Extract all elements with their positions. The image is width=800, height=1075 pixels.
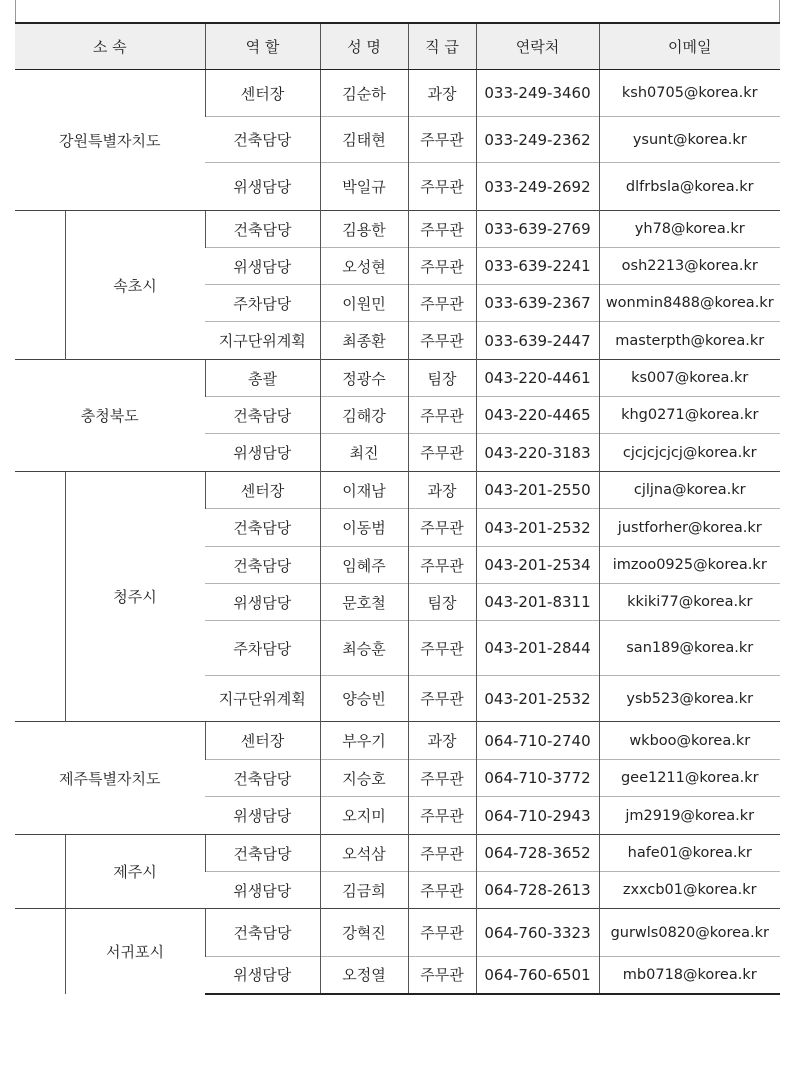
name-cell: 오석삼: [320, 835, 408, 872]
email-cell: ysunt@korea.kr: [599, 117, 780, 163]
rank-cell: 팀장: [408, 584, 476, 621]
phone-cell: 043-220-4461: [476, 360, 599, 397]
rank-cell: 주무관: [408, 797, 476, 835]
table-row: [15, 835, 780, 872]
role-cell: 주차담당: [205, 285, 320, 322]
email-cell: kkiki77@korea.kr: [599, 584, 780, 621]
rank-cell: 주무관: [408, 957, 476, 994]
phone-cell: 064-760-6501: [476, 957, 599, 994]
role-cell: 총괄: [205, 360, 320, 397]
name-cell: 김해강: [320, 397, 408, 434]
name-cell: 이원민: [320, 285, 408, 322]
email-cell: san189@korea.kr: [599, 621, 780, 676]
table-row: [15, 722, 780, 760]
phone-cell: 033-249-2692: [476, 163, 599, 211]
contact-table: [15, 22, 780, 995]
rank-cell: 주무관: [408, 909, 476, 957]
phone-cell: 064-728-3652: [476, 835, 599, 872]
rank-cell: 팀장: [408, 360, 476, 397]
rank-cell: 주무관: [408, 676, 476, 722]
header-name: 성 명: [320, 23, 408, 70]
name-cell: 오지미: [320, 797, 408, 835]
email-cell: gee1211@korea.kr: [599, 760, 780, 797]
rank-cell: 주무관: [408, 117, 476, 163]
email-cell: mb0718@korea.kr: [599, 957, 780, 994]
affiliation-cell: 서귀포시: [65, 909, 205, 994]
affiliation-cell: 강원특별자치도: [15, 70, 205, 211]
rank-cell: 과장: [408, 472, 476, 509]
phone-cell: 043-201-8311: [476, 584, 599, 621]
email-cell: zxxcb01@korea.kr: [599, 872, 780, 909]
rank-cell: 주무관: [408, 547, 476, 584]
header-rank: 직 급: [408, 23, 476, 70]
rank-cell: 과장: [408, 722, 476, 760]
phone-cell: 064-728-2613: [476, 872, 599, 909]
name-cell: 최종환: [320, 322, 408, 360]
email-cell: masterpth@korea.kr: [599, 322, 780, 360]
name-cell: 김금희: [320, 872, 408, 909]
name-cell: 김용한: [320, 211, 408, 248]
table-row: [15, 909, 780, 957]
phone-cell: 064-710-2943: [476, 797, 599, 835]
role-cell: 지구단위계획: [205, 676, 320, 722]
phone-cell: 064-760-3323: [476, 909, 599, 957]
role-cell: 건축담당: [205, 760, 320, 797]
affiliation-cell: 제주특별자치도: [15, 722, 205, 835]
rank-cell: 주무관: [408, 397, 476, 434]
phone-cell: 033-249-2362: [476, 117, 599, 163]
role-cell: 센터장: [205, 70, 320, 117]
name-cell: 양승빈: [320, 676, 408, 722]
phone-cell: 043-201-2532: [476, 509, 599, 547]
rank-cell: 주무관: [408, 835, 476, 872]
role-cell: 건축담당: [205, 397, 320, 434]
rank-cell: 주무관: [408, 760, 476, 797]
email-cell: ysb523@korea.kr: [599, 676, 780, 722]
indent-cell: [15, 211, 65, 360]
name-cell: 정광수: [320, 360, 408, 397]
phone-cell: 043-201-2550: [476, 472, 599, 509]
name-cell: 이동범: [320, 509, 408, 547]
affiliation-cell: 충청북도: [15, 360, 205, 472]
header-role: 역 할: [205, 23, 320, 70]
email-cell: wkboo@korea.kr: [599, 722, 780, 760]
email-cell: justforher@korea.kr: [599, 509, 780, 547]
indent-cell: [15, 835, 65, 909]
name-cell: 김태현: [320, 117, 408, 163]
email-cell: khg0271@korea.kr: [599, 397, 780, 434]
name-cell: 최진: [320, 434, 408, 472]
name-cell: 이재남: [320, 472, 408, 509]
table-row: [15, 211, 780, 248]
name-cell: 박일규: [320, 163, 408, 211]
table-row: [15, 70, 780, 117]
rank-cell: 주무관: [408, 872, 476, 909]
role-cell: 위생담당: [205, 797, 320, 835]
phone-cell: 033-639-2769: [476, 211, 599, 248]
role-cell: 위생담당: [205, 163, 320, 211]
name-cell: 임혜주: [320, 547, 408, 584]
role-cell: 위생담당: [205, 872, 320, 909]
email-cell: dlfrbsla@korea.kr: [599, 163, 780, 211]
role-cell: 위생담당: [205, 584, 320, 621]
indent-cell: [15, 909, 65, 994]
table-row: [15, 360, 780, 397]
name-cell: 문호철: [320, 584, 408, 621]
phone-cell: 033-639-2447: [476, 322, 599, 360]
phone-cell: 043-220-4465: [476, 397, 599, 434]
header-row: [15, 23, 780, 70]
rank-cell: 주무관: [408, 322, 476, 360]
email-cell: wonmin8488@korea.kr: [599, 285, 780, 322]
phone-cell: 043-201-2532: [476, 676, 599, 722]
role-cell: 건축담당: [205, 835, 320, 872]
email-cell: cjcjcjcjcj@korea.kr: [599, 434, 780, 472]
email-cell: yh78@korea.kr: [599, 211, 780, 248]
role-cell: 지구단위계획: [205, 322, 320, 360]
header-phone: 연락처: [476, 23, 599, 70]
affiliation-cell: 제주시: [65, 835, 205, 909]
role-cell: 위생담당: [205, 434, 320, 472]
name-cell: 오성현: [320, 248, 408, 285]
rank-cell: 주무관: [408, 248, 476, 285]
name-cell: 부우기: [320, 722, 408, 760]
role-cell: 건축담당: [205, 509, 320, 547]
name-cell: 오정열: [320, 957, 408, 994]
email-cell: ks007@korea.kr: [599, 360, 780, 397]
email-cell: imzoo0925@korea.kr: [599, 547, 780, 584]
phone-cell: 064-710-2740: [476, 722, 599, 760]
name-cell: 지승호: [320, 760, 408, 797]
rank-cell: 주무관: [408, 509, 476, 547]
rank-cell: 주무관: [408, 621, 476, 676]
role-cell: 건축담당: [205, 909, 320, 957]
email-cell: gurwls0820@korea.kr: [599, 909, 780, 957]
email-cell: jm2919@korea.kr: [599, 797, 780, 835]
role-cell: 센터장: [205, 472, 320, 509]
table-row: [15, 472, 780, 509]
indent-cell: [15, 472, 65, 722]
header-email: 이메일: [599, 23, 780, 70]
role-cell: 센터장: [205, 722, 320, 760]
rank-cell: 주무관: [408, 285, 476, 322]
role-cell: 주차담당: [205, 621, 320, 676]
affiliation-cell: 청주시: [65, 472, 205, 722]
rank-cell: 주무관: [408, 211, 476, 248]
phone-cell: 064-710-3772: [476, 760, 599, 797]
header-affiliation: 소 속: [15, 23, 205, 70]
affiliation-cell: 속초시: [65, 211, 205, 360]
email-cell: ksh0705@korea.kr: [599, 70, 780, 117]
phone-cell: 033-639-2241: [476, 248, 599, 285]
role-cell: 위생담당: [205, 248, 320, 285]
role-cell: 위생담당: [205, 957, 320, 994]
phone-cell: 043-201-2534: [476, 547, 599, 584]
phone-cell: 033-249-3460: [476, 70, 599, 117]
page-edge-right: [779, 0, 780, 22]
email-cell: hafe01@korea.kr: [599, 835, 780, 872]
phone-cell: 043-220-3183: [476, 434, 599, 472]
role-cell: 건축담당: [205, 547, 320, 584]
rank-cell: 과장: [408, 70, 476, 117]
rank-cell: 주무관: [408, 434, 476, 472]
page-edge-left: [15, 0, 16, 22]
name-cell: 강혁진: [320, 909, 408, 957]
name-cell: 최승훈: [320, 621, 408, 676]
role-cell: 건축담당: [205, 117, 320, 163]
phone-cell: 033-639-2367: [476, 285, 599, 322]
rank-cell: 주무관: [408, 163, 476, 211]
role-cell: 건축담당: [205, 211, 320, 248]
phone-cell: 043-201-2844: [476, 621, 599, 676]
name-cell: 김순하: [320, 70, 408, 117]
email-cell: cjljna@korea.kr: [599, 472, 780, 509]
email-cell: osh2213@korea.kr: [599, 248, 780, 285]
